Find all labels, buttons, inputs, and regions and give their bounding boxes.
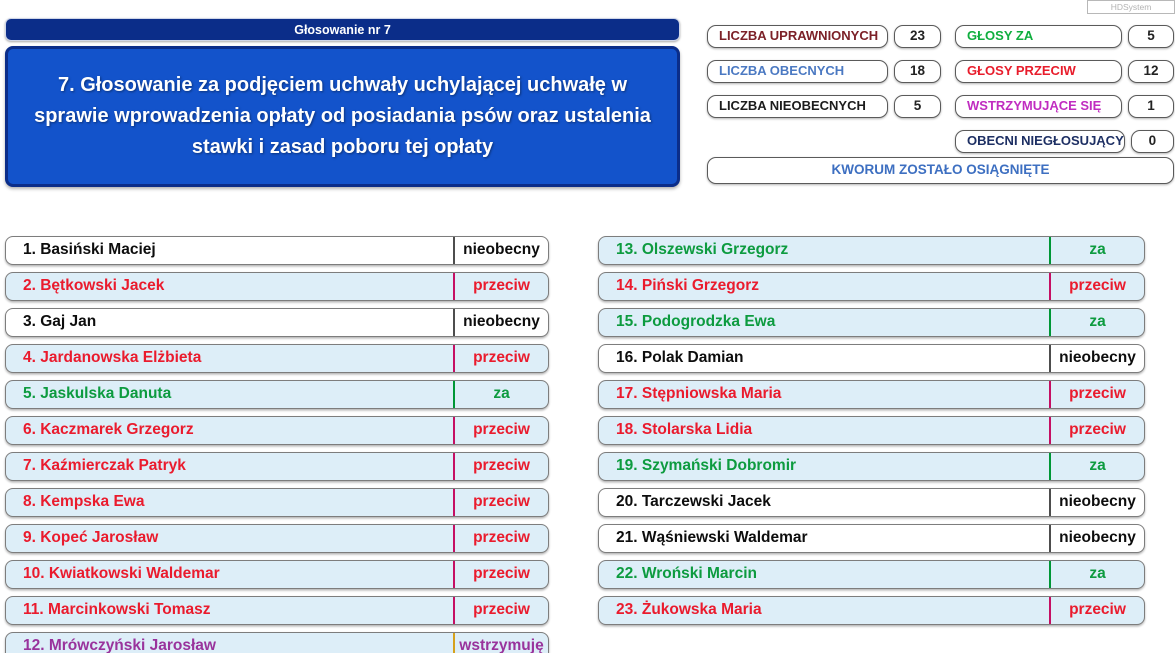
member-vote-row[interactable] (598, 308, 1145, 337)
vote-value: za (1089, 313, 1106, 330)
member-vote-row[interactable] (598, 272, 1145, 301)
stat-row (955, 25, 1174, 48)
member-name: 23. Żukowska Maria (616, 601, 762, 618)
member-vote-row[interactable] (5, 416, 549, 445)
member-vote-row[interactable] (598, 488, 1145, 517)
member-vote-row[interactable] (598, 560, 1145, 589)
member-name: 19. Szymański Dobromir (616, 457, 797, 474)
member-name: 9. Kopeć Jarosław (23, 529, 159, 546)
members-column-left (5, 236, 549, 653)
stat-label-box: GŁOSY ZA (955, 25, 1122, 48)
stat-row (955, 60, 1174, 83)
member-vote-row[interactable] (5, 308, 549, 337)
member-name: 8. Kempska Ewa (23, 493, 145, 510)
member-vote-row[interactable] (5, 524, 549, 553)
member-name: 2. Bętkowski Jacek (23, 277, 165, 294)
stat-row (955, 130, 1174, 153)
member-name: 10. Kwiatkowski Waldemar (23, 565, 220, 582)
vote-value: za (1089, 565, 1106, 582)
vote-value: przeciw (473, 457, 530, 474)
member-vote-row[interactable] (598, 236, 1145, 265)
stat-label-box: OBECNI NIEGŁOSUJĄCY (955, 130, 1125, 153)
vote-value: przeciw (473, 529, 530, 546)
member-vote-row[interactable] (5, 560, 549, 589)
stat-label-box: LICZBA UPRAWNIONYCH (707, 25, 888, 48)
stats-group-attendance (707, 25, 941, 130)
stat-row (707, 95, 941, 118)
member-name: 14. Piński Grzegorz (616, 277, 759, 294)
member-name: 17. Stępniowska Maria (616, 385, 782, 402)
vote-value: przeciw (473, 565, 530, 582)
member-name: 12. Mrówczyński Jarosław (23, 637, 216, 653)
members-column-right (598, 236, 1145, 632)
member-vote-row[interactable] (5, 452, 549, 481)
member-name: 18. Stolarska Lidia (616, 421, 753, 438)
member-vote-row[interactable] (598, 344, 1145, 373)
member-vote-row[interactable] (5, 488, 549, 517)
vote-value: nieobecny (463, 313, 540, 330)
member-name: 4. Jardanowska Elżbieta (23, 349, 202, 366)
vote-value: nieobecny (1059, 529, 1136, 546)
stats-group-votes (955, 25, 1174, 165)
vote-value: za (1089, 457, 1106, 474)
vote-value: za (1089, 241, 1106, 258)
vote-value: nieobecny (1059, 493, 1136, 510)
vote-value: przeciw (1069, 421, 1126, 438)
vote-value: przeciw (1069, 601, 1126, 618)
stat-value-box: 18 (894, 60, 941, 83)
vote-value: przeciw (473, 421, 530, 438)
vote-subject-box: 7. Głosowanie za podjęciem uchwały uchylającej uchwałę w sprawie wprowadzenia opłaty od posiadania psów oraz ustalenia stawki i zasad poboru tej opłaty (5, 46, 680, 187)
vote-value: za (493, 385, 510, 402)
member-vote-row[interactable] (5, 380, 549, 409)
member-name: 6. Kaczmarek Grzegorz (23, 421, 194, 438)
member-name: 15. Podogrodzka Ewa (616, 313, 776, 330)
vote-value: nieobecny (1059, 349, 1136, 366)
member-name: 3. Gaj Jan (23, 313, 97, 330)
member-vote-row[interactable] (598, 524, 1145, 553)
member-name: 1. Basiński Maciej (23, 241, 156, 258)
stat-row (707, 60, 941, 83)
member-name: 20. Tarczewski Jacek (616, 493, 771, 510)
vote-number-header: Głosowanie nr 7 (5, 18, 680, 41)
vote-value: przeciw (1069, 385, 1126, 402)
brand-badge: HDSystem (1087, 0, 1175, 14)
quorum-status-banner: KWORUM ZOSTAŁO OSIĄGNIĘTE (707, 157, 1174, 184)
member-vote-row[interactable] (598, 596, 1145, 625)
vote-value: nieobecny (463, 241, 540, 258)
member-vote-row[interactable] (5, 596, 549, 625)
stat-value-box: 5 (1128, 25, 1174, 48)
stat-value-box: 12 (1128, 60, 1174, 83)
member-name: 16. Polak Damian (616, 349, 744, 366)
stat-row (955, 95, 1174, 118)
member-name: 11. Marcinkowski Tomasz (23, 601, 211, 618)
vote-value: przeciw (473, 493, 530, 510)
stat-row (707, 25, 941, 48)
stat-label-box: LICZBA OBECNYCH (707, 60, 888, 83)
member-vote-row[interactable] (598, 416, 1145, 445)
member-vote-row[interactable] (5, 272, 549, 301)
vote-value: przeciw (473, 601, 530, 618)
stat-value-box: 0 (1131, 130, 1174, 153)
vote-value: przeciw (473, 277, 530, 294)
member-vote-row[interactable] (5, 632, 549, 653)
stat-label-box: LICZBA NIEOBECNYCH (707, 95, 888, 118)
member-name: 7. Kaźmierczak Patryk (23, 457, 186, 474)
stat-label-box: GŁOSY PRZECIW (955, 60, 1122, 83)
stat-label-box: WSTRZYMUJĄCE SIĘ (955, 95, 1122, 118)
stat-value-box: 5 (894, 95, 941, 118)
member-vote-row[interactable] (598, 380, 1145, 409)
member-name: 13. Olszewski Grzegorz (616, 241, 789, 258)
stat-value-box: 23 (894, 25, 941, 48)
member-vote-row[interactable] (5, 236, 549, 265)
vote-value: przeciw (1069, 277, 1126, 294)
vote-value: przeciw (473, 349, 530, 366)
vote-value: wstrzymuję (459, 637, 544, 653)
member-vote-row[interactable] (598, 452, 1145, 481)
member-name: 22. Wroński Marcin (616, 565, 757, 582)
member-name: 21. Wąśniewski Waldemar (616, 529, 808, 546)
member-name: 5. Jaskulska Danuta (23, 385, 172, 402)
member-vote-row[interactable] (5, 344, 549, 373)
stat-value-box: 1 (1128, 95, 1174, 118)
